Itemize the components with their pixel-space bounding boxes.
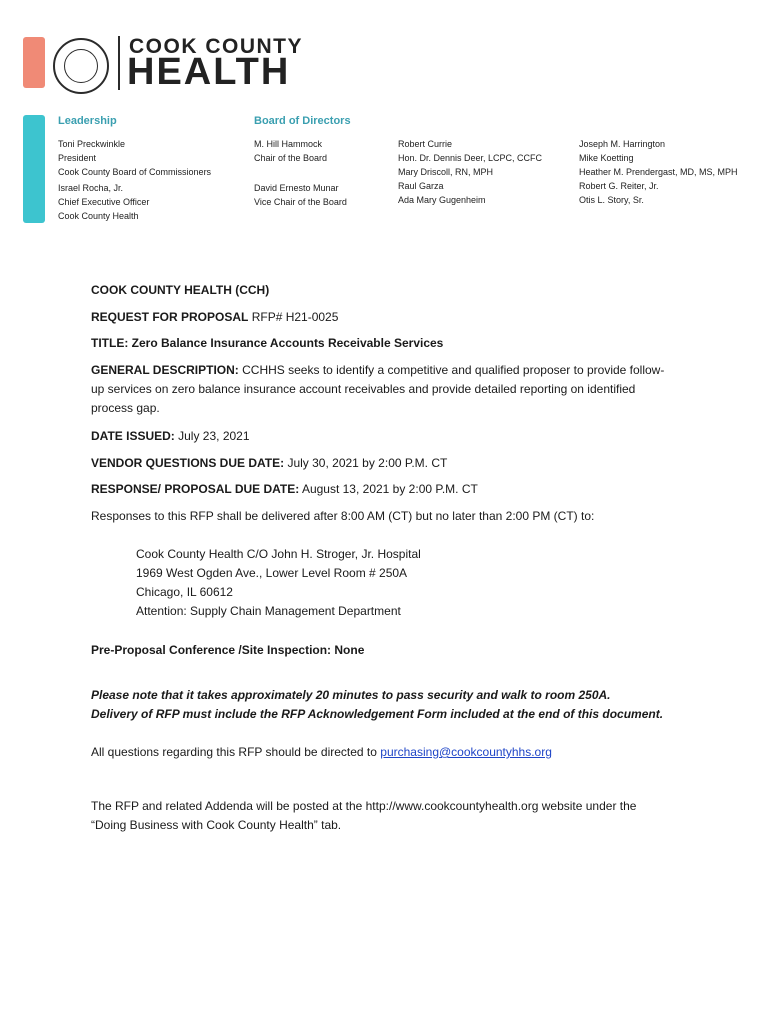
rfp-value: RFP# H21-0025 xyxy=(248,310,339,324)
leader-name: Toni Preckwinkle xyxy=(58,139,126,149)
address-line: Attention: Supply Chain Management Department xyxy=(136,604,401,618)
board-member: Mike Koetting xyxy=(579,153,634,163)
accent-bar-teal xyxy=(23,115,45,223)
vendor-questions-value: July 30, 2021 by 2:00 P.M. CT xyxy=(284,456,448,470)
board-members-col-2 xyxy=(398,137,542,207)
address-line: Cook County Health C/O John H. Stroger, Jr. Hospital xyxy=(136,547,421,561)
leader-role: Chief Executive Officer xyxy=(58,197,150,207)
board-members-col-3 xyxy=(579,137,738,207)
org-heading: COOK COUNTY HEALTH (CCH) xyxy=(91,283,270,297)
vendor-questions-line xyxy=(91,454,447,473)
logo-divider xyxy=(118,36,120,90)
board-member: Joseph M. Harrington xyxy=(579,139,666,149)
delivery-instructions: Responses to this RFP shall be delivered after 8:00 AM (CT) but no later than 2:00 PM (CT) to: xyxy=(91,509,595,523)
board-chair xyxy=(254,137,327,165)
delivery-address xyxy=(136,545,421,621)
leader-org: Cook County Health xyxy=(58,211,139,221)
board-role: Chair of the Board xyxy=(254,153,328,163)
response-due-value: August 13, 2021 by 2:00 P.M. CT xyxy=(299,482,478,496)
board-member: Robert Currie xyxy=(398,139,453,149)
board-member: Ada Mary Gugenheim xyxy=(398,195,486,205)
board-heading: Board of Directors xyxy=(254,115,351,127)
closing-line: “Doing Business with Cook County Health” tab. xyxy=(91,818,342,832)
vendor-questions-label: VENDOR QUESTIONS DUE DATE: xyxy=(91,456,285,470)
leadership-group-1 xyxy=(58,137,211,179)
purchasing-email-link[interactable]: purchasing@cookcountyhhs.org xyxy=(380,745,552,759)
date-issued-line xyxy=(91,427,250,446)
leadership-heading: Leadership xyxy=(58,115,117,127)
leadership-group-2 xyxy=(58,181,149,223)
date-issued-value: July 23, 2021 xyxy=(174,429,250,443)
rfp-label: REQUEST FOR PROPOSAL xyxy=(91,310,249,324)
leader-org: Cook County Board of Commissioners xyxy=(58,167,212,177)
rfp-number-line xyxy=(91,308,338,327)
logo-text-health: HEALTH xyxy=(127,51,291,93)
leader-role: President xyxy=(58,153,97,163)
address-line: Chicago, IL 60612 xyxy=(136,585,233,599)
questions-line xyxy=(91,743,552,762)
board-member: Robert G. Reiter, Jr. xyxy=(579,181,659,191)
security-note xyxy=(91,686,663,724)
note-line: Delivery of RFP must include the RFP Acknowledgement Form included at the end of this document. xyxy=(91,707,664,721)
accent-bar-salmon xyxy=(23,37,45,88)
board-member: David Ernesto Munar xyxy=(254,183,339,193)
general-description-text: process gap. xyxy=(91,401,160,415)
general-description-text: up services on zero balance insurance account receivables and provide detailed reporting on identified xyxy=(91,382,636,396)
board-member: Heather M. Prendergast, MD, MS, MPH xyxy=(579,167,738,177)
logo-text-cook-county: COOK COUNTY xyxy=(129,35,303,58)
address-line: 1969 West Ogden Ave., Lower Level Room # 250A xyxy=(136,566,408,580)
board-role: Vice Chair of the Board xyxy=(254,197,347,207)
general-description xyxy=(91,361,711,418)
general-description-label: GENERAL DESCRIPTION: xyxy=(91,363,239,377)
board-vice-chair xyxy=(254,181,347,209)
pre-proposal-conference: Pre-Proposal Conference /Site Inspection: None xyxy=(91,643,365,657)
board-member: M. Hill Hammock xyxy=(254,139,323,149)
questions-text: All questions regarding this RFP should be directed to xyxy=(91,745,381,759)
board-member: Raul Garza xyxy=(398,181,444,191)
leader-name: Israel Rocha, Jr. xyxy=(58,183,124,193)
county-seal-icon xyxy=(53,38,109,94)
board-member: Mary Driscoll, RN, MPH xyxy=(398,167,494,177)
closing-line: The RFP and related Addenda will be posted at the http://www.cookcountyhealth.org website under the xyxy=(91,799,637,813)
rfp-title: TITLE: Zero Balance Insurance Accounts Receivable Services xyxy=(91,336,444,350)
closing-paragraph xyxy=(91,797,636,835)
response-due-line xyxy=(91,480,478,499)
board-member: Otis L. Story, Sr. xyxy=(579,195,644,205)
note-line: Please note that it takes approximately 20 minutes to pass security and walk to room 250A. xyxy=(91,688,611,702)
date-issued-label: DATE ISSUED: xyxy=(91,429,175,443)
general-description-text: CCHHS seeks to identify a competitive and qualified proposer to provide follow- xyxy=(238,363,665,377)
board-member: Hon. Dr. Dennis Deer, LCPC, CCFC xyxy=(398,153,543,163)
response-due-label: RESPONSE/ PROPOSAL DUE DATE: xyxy=(91,482,300,496)
